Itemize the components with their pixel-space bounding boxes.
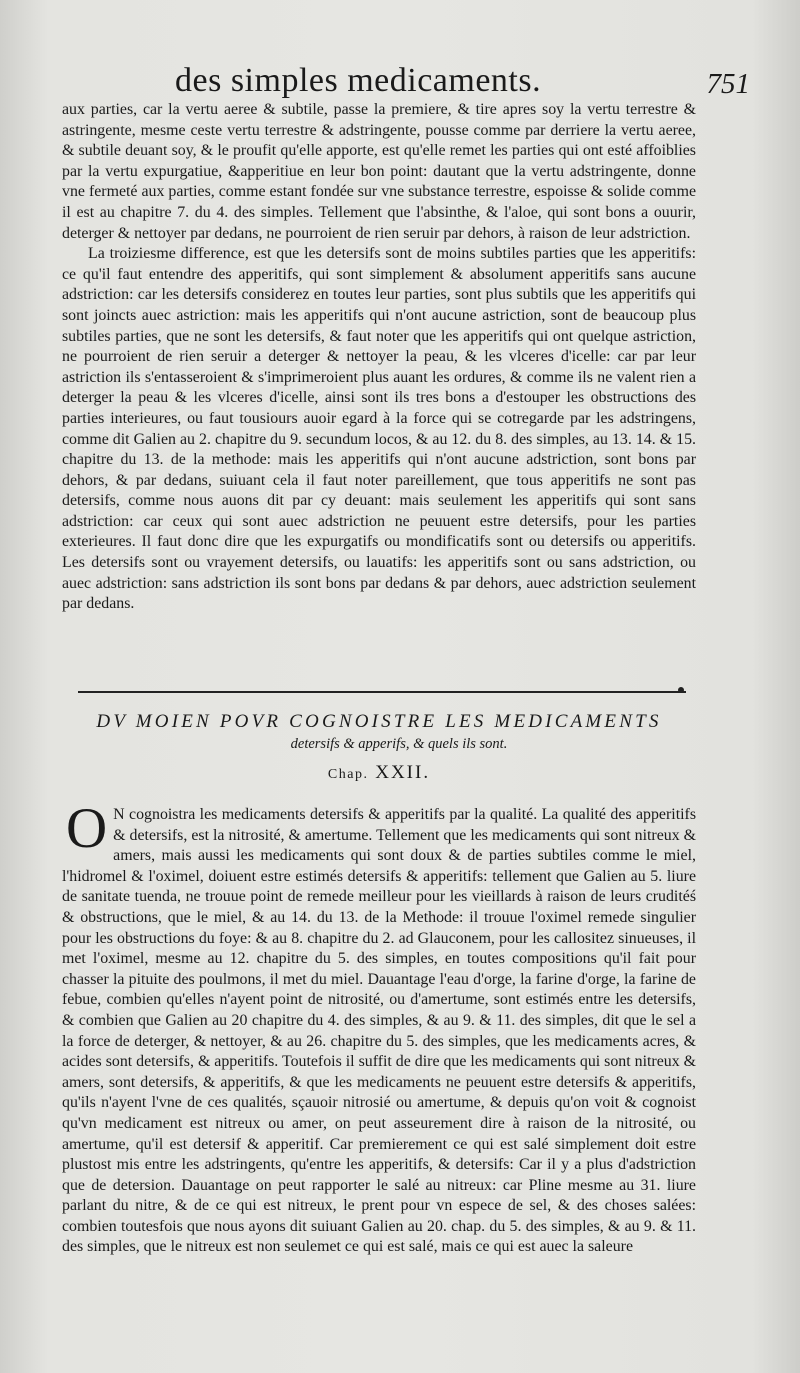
text-block-upper — [62, 100, 696, 615]
section-divider — [78, 691, 686, 693]
drop-capital: O — [66, 797, 108, 860]
text-block-lower — [62, 797, 696, 1258]
chapter-label: Chap. — [327, 767, 369, 782]
chapter-number: XXII. — [375, 762, 431, 783]
chapter-heading — [62, 762, 696, 784]
section-subtitle: detersifs & apperifs, & quels ils sont. — [290, 736, 508, 752]
chapter-paragraph — [62, 797, 696, 1258]
section-heading — [62, 710, 696, 754]
page-number: 751 — [706, 68, 750, 100]
chapter-text: N cognoistra les medicaments detersifs & apperitifs par la qualité. La qualité des apperitifs & detersifs, est la nitrosité, & amertume. Tellement que les medicaments qui sont nitreux & amers, mais aussi les medicaments qui sont doux & de parties subtiles comme le miel, l'hidromel & l'oximel, doiuent estre estimés detersifs & apperitifs: tellement que Galien au 5. liure de sanitate tuenda, ne trouue point de remede meilleur pour les vieillards à raison de leurs cruditéś & obstructions, que le miel, & au 14. du 13. de la Methode: il trouue l'oximel remede singulier pour les obstructions du foye: & au 8. chapitre du 2. ad Glauconem, pour les callositez sinueuses, il met l'oximel, mesme au 12. chapitre du 5. des simples, en toutes compositions qu'il fait pour chasser la pituite des poulmons, il met du miel. Dauantage l'eau d'orge, la farine d'orge, la farine de febue, combien qu'elles n'ayent point de nitrosité, ou d'amertume, sont estimés entre les detersifs, & combien que Galien au 20 chapitre du 4. des simples, & au 9. & 11. des simples, dit que le sel a la force de deterger, & nettoyer, & au 26. chapitre du 5. des simples, que les medicaments acres, & acides sont detersifs, & apperitifs. Toutefois il suffit de dire que les medicaments qui sont nitreux & amers, sont detersifs, & apperitifs, & que les medicaments ne peuuent estre detersifs & apperitifs, qu'ils n'ayent l'vne de ces qualités, sçauoir nitrosié ou amertume, & depuis qu'on voit & cognoist qu'vn medicament est nitreux ou amer, on peut asseurement dire à raison de la nitrosité, ou amertume, qu'il est detersif & apperitif. Car premierement ce qui est salé simplement doit estre plustost mis entre les adstringents, qu'entre les apperitifs, & detersifs: Car il y a plus d'adstriction que de detersion. Dauantage on peut rapporter le salé au nitreux: car Pline mesme au 31. liure parlant du nitre, & de ce qui est nitreux, le prent pour vn espece de sel, & des choses salées: combien toutesfois que nous ayons dit suiuant Galien au 20. chap. du 5. des simples, & au 9. & 11. des simples, que le nitreux est non seulemet ce qui est salé, mais ce qui est auec la saleure — [62, 806, 696, 1256]
running-title: des simples medicaments. — [175, 62, 542, 99]
paragraph-1: aux parties, car la vertu aeree & subtile, passe la premiere, & tire apres soy la vertu terrestre & astringente, mesme ceste vertu terrestre & adstringente, pousse comme par derriere la vertu aeree, & subtile deuant soy, & le proufit qu'elle apporte, est qu'elle remet les parties qui ont esté affoiblies par la vertu expurgatiue, &apperitiue en leur bon point: dautant que la vertu adstringente, donne vne fermeté aux parties, comme estant fondée sur vne substance terrestre, espoisse & solide comme il est au chapitre 7. du 4. des simples. Tellement que l'absinthe, & l'aloe, qui sont bons a ouurir, deterger & nettoyer par dedans, ne pourroient de rien seruir par dehors, à raison de leur adstriction. — [62, 101, 696, 242]
section-title: DV MOIEN POVR COGNOISTRE LES MEDICAMENTS — [96, 711, 662, 732]
divider-ornament — [678, 687, 684, 693]
paragraph-2: La troiziesme difference, est que les detersifs sont de moins subtiles parties que les apperitifs: ce qu'il faut entendre des apperitifs, qui sont simplement & absolument apperitifs sans aucune adstriction: car les detersifs considerez en toutes leur parties, sont plus subtils que les apperitifs qui sont joincts auec astriction: mais les apperitifs qui n'ont aucune astriction, sont de beaucoup plus subtiles parties, que ne sont les detersifs, & faut noter que les apperitifs qui ont quelque astriction, ne pourroient de rien seruir a deterger & nettoyer la peau, & les vlceres d'icelle: car par leur astriction ils s'entasseroient & s'imprimeroient plus auant les ordures, & comme ils ne valent rien a deterger la peau & les vlceres d'icelle, ainsi sont ils tres bons a d'estouper les obstructions des parties interieures, ou faut tousiours auoir egard à la force qui se cotregarde par les adstringens, comme dit Galien au 2. chapitre du 9. secundum locos, & au 12. du 8. des simples, au 13. 14. & 15. chapitre du 13. de la methode: mais les apperitifs qui n'ont aucune adstriction, sont bons par dehors, & par dedans, suiuant cela il faut noter pareillement, que tous apperitifs ne sont pas detersifs, comme nous auons dit par cy deuant: mais seulement les apperitifs qui sont sans adstriction: car ceux qui sont auec adstriction ne peuuent estre detersifs, pour les parties exterieures. Il faut donc dire que les expurgatifs ou mondificatifs sont ou detersifs ou apperitifs. Les detersifs sont ou vrayement detersifs, ou lauatifs: les apperitifs sont ou sans adstriction, ou auec adstriction: sans adstriction ils sont bons par dedans & par dehors, auec adstriction seulement par dedans. — [62, 245, 696, 613]
